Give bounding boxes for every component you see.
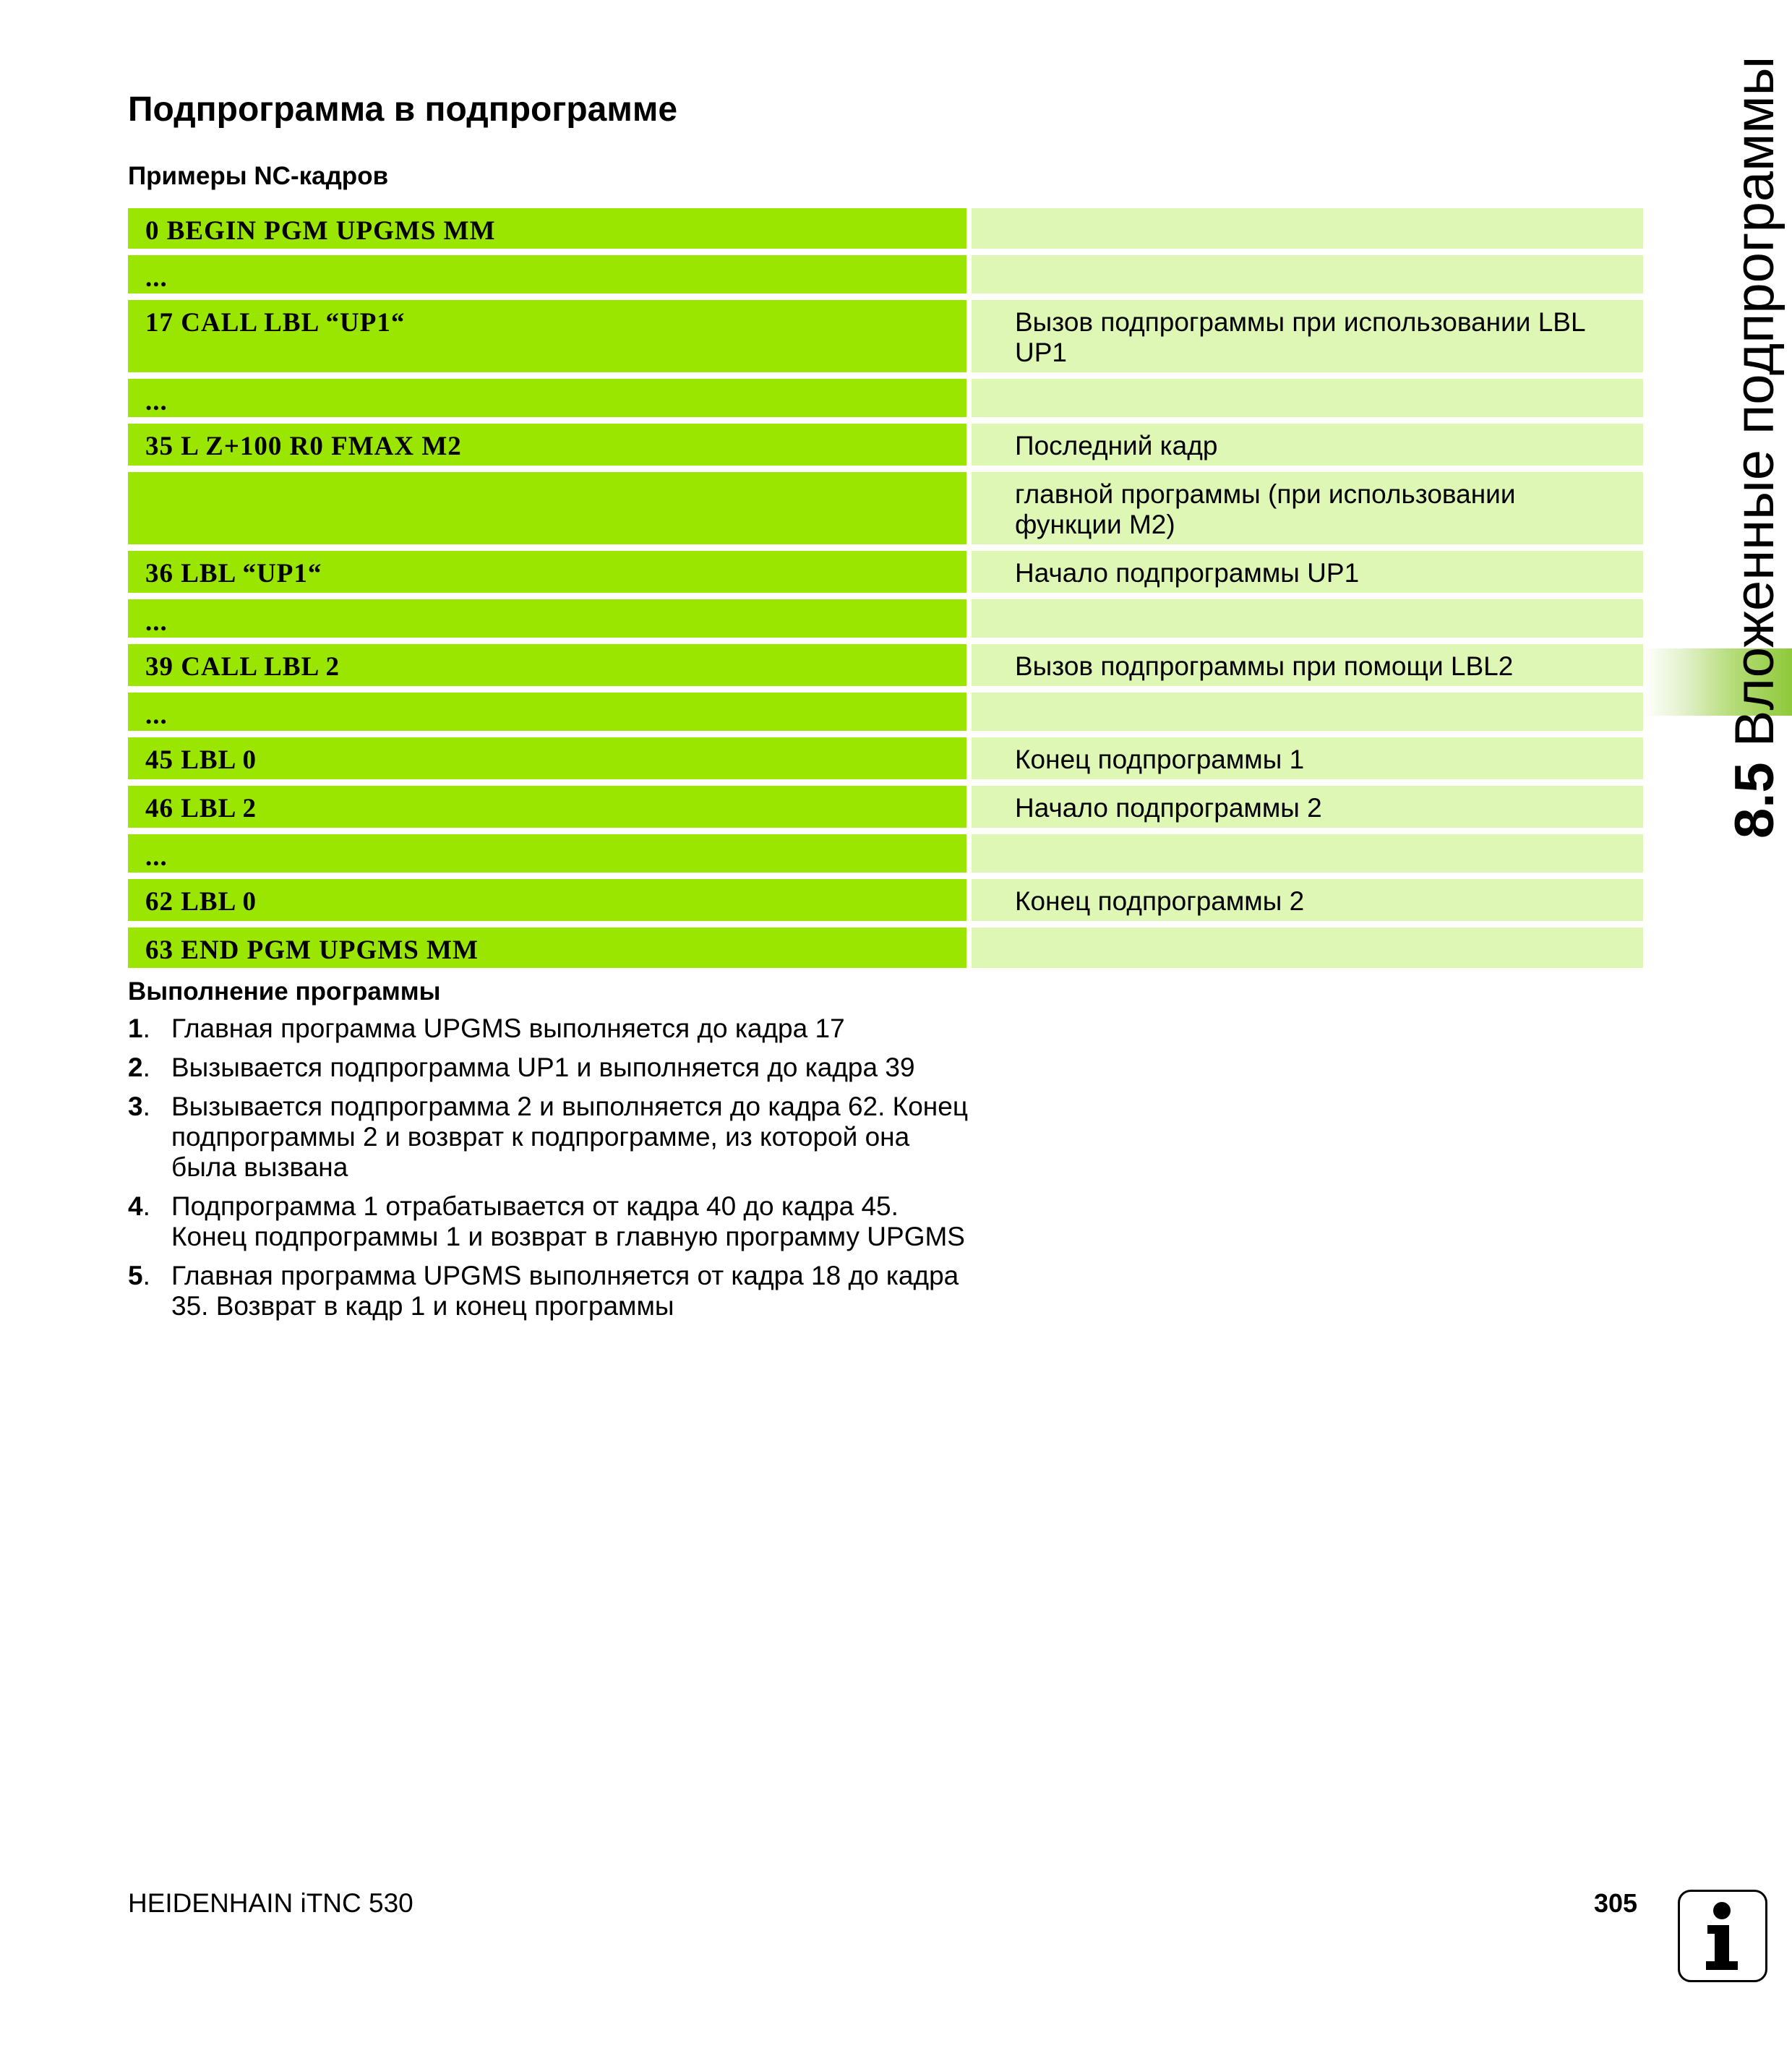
step-number-value: 4 — [128, 1191, 143, 1221]
examples-heading: Примеры NC-кадров — [128, 162, 389, 190]
chapter-number: 8.5 — [1724, 762, 1785, 839]
nc-comment-cell: Начало подпрограммы UP1 — [972, 551, 1643, 593]
nc-comment-cell: Вызов подпрограммы при использовании LBL UP1 — [972, 300, 1643, 372]
step-number: 4. — [128, 1191, 150, 1221]
nc-row — [128, 737, 1643, 779]
nc-comment-cell — [972, 255, 1643, 294]
nc-comment-cell — [972, 379, 1643, 417]
nc-comment-cell: Последний кадр — [972, 424, 1643, 466]
nc-code-cell: ... — [128, 255, 966, 294]
info-glyph — [1680, 1892, 1765, 1980]
nc-row — [128, 693, 1643, 731]
chapter-side-title — [1724, 56, 1785, 839]
nc-comment-cell — [972, 599, 1643, 638]
step-number: 5. — [128, 1261, 150, 1290]
step-text: Вызывается подпрограмма UP1 и выполняется до кадра 39 — [171, 1053, 915, 1082]
step-item — [128, 1014, 981, 1044]
nc-row — [128, 599, 1643, 638]
step-text: Главная программа UPGMS выполняется от кадра 18 до кадра 35. Возврат в кадр 1 и конец программы — [171, 1261, 959, 1321]
step-number: 2. — [128, 1053, 150, 1082]
nc-code-cell: ... — [128, 379, 966, 417]
step-number: 1. — [128, 1014, 150, 1043]
nc-comment-cell — [972, 693, 1643, 731]
nc-code-cell: 62 LBL 0 — [128, 879, 966, 921]
nc-row — [128, 379, 1643, 417]
footer-product: HEIDENHAIN iTNC 530 — [128, 1888, 413, 1918]
nc-row — [128, 927, 1643, 968]
nc-row — [128, 255, 1643, 294]
nc-code-cell — [128, 472, 966, 544]
nc-code-cell: 39 CALL LBL 2 — [128, 644, 966, 686]
nc-row — [128, 472, 1643, 544]
nc-comment-cell — [972, 834, 1643, 873]
nc-row — [128, 786, 1643, 828]
step-number-value: 3 — [128, 1092, 143, 1121]
step-number: 3. — [128, 1092, 150, 1121]
nc-row — [128, 879, 1643, 921]
step-item — [128, 1092, 981, 1183]
step-number-value: 1 — [128, 1014, 143, 1043]
nc-comment-cell: Вызов подпрограммы при помощи LBL2 — [972, 644, 1643, 686]
nc-row — [128, 551, 1643, 593]
nc-code-cell: ... — [128, 693, 966, 731]
step-item — [128, 1261, 981, 1321]
nc-code-cell: 35 L Z+100 R0 FMAX M2 — [128, 424, 966, 466]
step-text: Подпрограмма 1 отрабатывается от кадра 40 до кадра 45. Конец подпрограммы 1 и возврат в главную программу UPGMS — [171, 1191, 965, 1251]
execution-steps — [128, 1014, 981, 1330]
nc-comment-cell — [972, 927, 1643, 968]
nc-blocks-table — [128, 208, 1643, 974]
nc-code-cell: ... — [128, 599, 966, 638]
nc-code-cell: 17 CALL LBL “UP1“ — [128, 300, 966, 372]
nc-code-cell: ... — [128, 834, 966, 873]
step-text: Главная программа UPGMS выполняется до кадра 17 — [171, 1014, 845, 1043]
step-text: Вызывается подпрограмма 2 и выполняется до кадра 62. Конец подпрограммы 2 и возврат к подпрограмме, из которой она была вызвана — [171, 1092, 969, 1182]
step-item — [128, 1191, 981, 1252]
nc-code-cell: 36 LBL “UP1“ — [128, 551, 966, 593]
nc-row — [128, 424, 1643, 466]
nc-code-cell: 63 END PGM UPGMS MM — [128, 927, 966, 968]
step-number-value: 5 — [128, 1261, 143, 1290]
page-number: 305 — [1594, 1888, 1638, 1918]
step-item — [128, 1053, 981, 1083]
step-number-value: 2 — [128, 1053, 143, 1082]
nc-row — [128, 208, 1643, 249]
nc-code-cell: 0 BEGIN PGM UPGMS MM — [128, 208, 966, 249]
nc-code-cell: 45 LBL 0 — [128, 737, 966, 779]
execution-heading: Выполнение программы — [128, 977, 441, 1006]
nc-comment-cell: Начало подпрограммы 2 — [972, 786, 1643, 828]
nc-comment-cell: Конец подпрограммы 1 — [972, 737, 1643, 779]
nc-code-cell: 46 LBL 2 — [128, 786, 966, 828]
chapter-title: Вложенные подпрограммы — [1724, 56, 1785, 747]
nc-comment-cell — [972, 208, 1643, 249]
nc-row — [128, 834, 1643, 873]
nc-comment-cell: главной программы (при использовании функции M2) — [972, 472, 1643, 544]
page-title: Подпрограмма в подпрограмме — [128, 90, 678, 129]
nc-comment-cell: Конец подпрограммы 2 — [972, 879, 1643, 921]
nc-row — [128, 300, 1643, 372]
info-icon[interactable] — [1678, 1890, 1767, 1982]
nc-row — [128, 644, 1643, 686]
